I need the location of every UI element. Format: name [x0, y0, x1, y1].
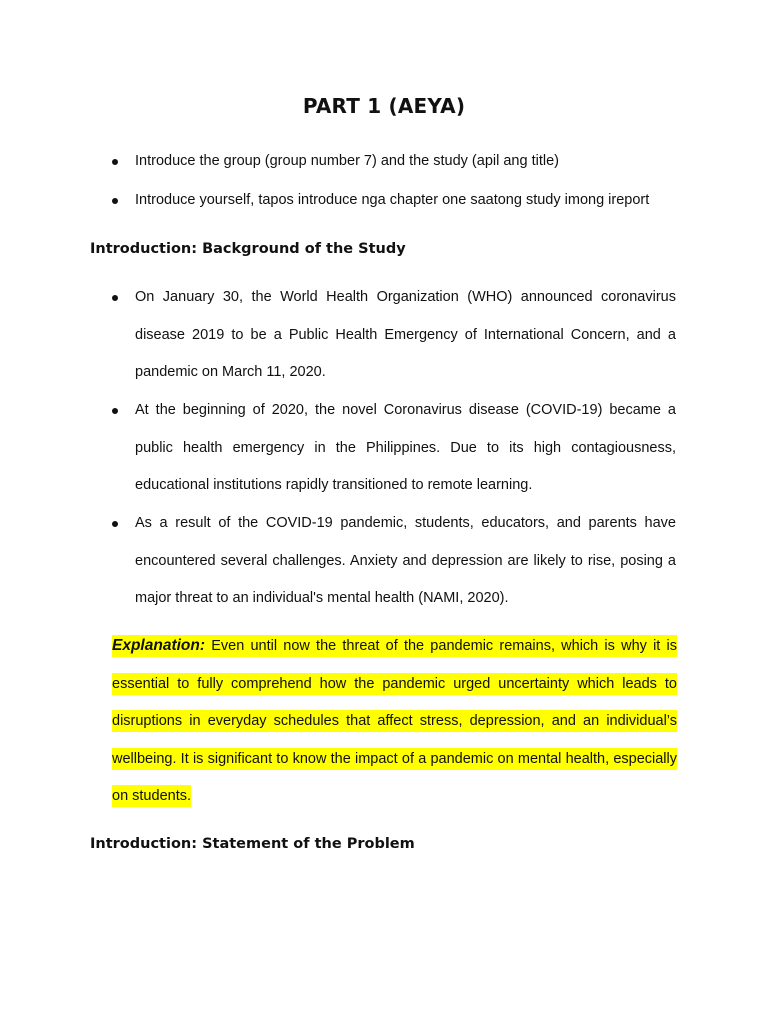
explanation-paragraph	[112, 627, 677, 816]
bullet-text: Introduce the group (group number 7) and the study (apil ang title)	[135, 153, 559, 169]
bullet-text: On January 30, the World Health Organization (WHO) announced coronavirus disease 2019 to be a Public Health Emergency of International Concern, and a pandemic on March 11, 2020.	[135, 289, 676, 381]
section-heading-problem: Introduction: Statement of the Problem	[90, 836, 415, 852]
bullet-text: As a result of the COVID-19 pandemic, students, educators, and parents have encountered several challenges. Anxiety and depression are likely to rise, posing a major threat to an individual's mental health (NAMI, 2020).	[135, 515, 676, 607]
bullet-icon	[112, 295, 118, 301]
bullet-icon	[112, 521, 118, 527]
bullet-icon	[112, 198, 118, 204]
bullet-text: Introduce yourself, tapos introduce nga chapter one saatong study imong ireport	[135, 192, 650, 208]
section-heading-background: Introduction: Background of the Study	[90, 241, 406, 257]
highlighted-text	[112, 635, 677, 807]
bullet-icon	[112, 408, 118, 414]
bullet-text: At the beginning of 2020, the novel Coronavirus disease (COVID-19) became a public health emergency in the Philippines. Due to its high contagiousness, educational institutions rapidly transitioned to remote learning.	[135, 402, 676, 494]
bullet-icon	[112, 159, 118, 165]
page-title: PART 1 (AEYA)	[302, 94, 466, 118]
explanation-label: Explanation:	[112, 637, 206, 654]
explanation-text: Even until now the threat of the pandemic remains, which is why it is essential to fully comprehend how the pandemic urged uncertainty which leads to disruptions in everyday schedules that affect stress, depression, and an individual’s wellbeing. It is significant to know the impact of a pandemic on mental health, especially on students.	[112, 638, 677, 805]
